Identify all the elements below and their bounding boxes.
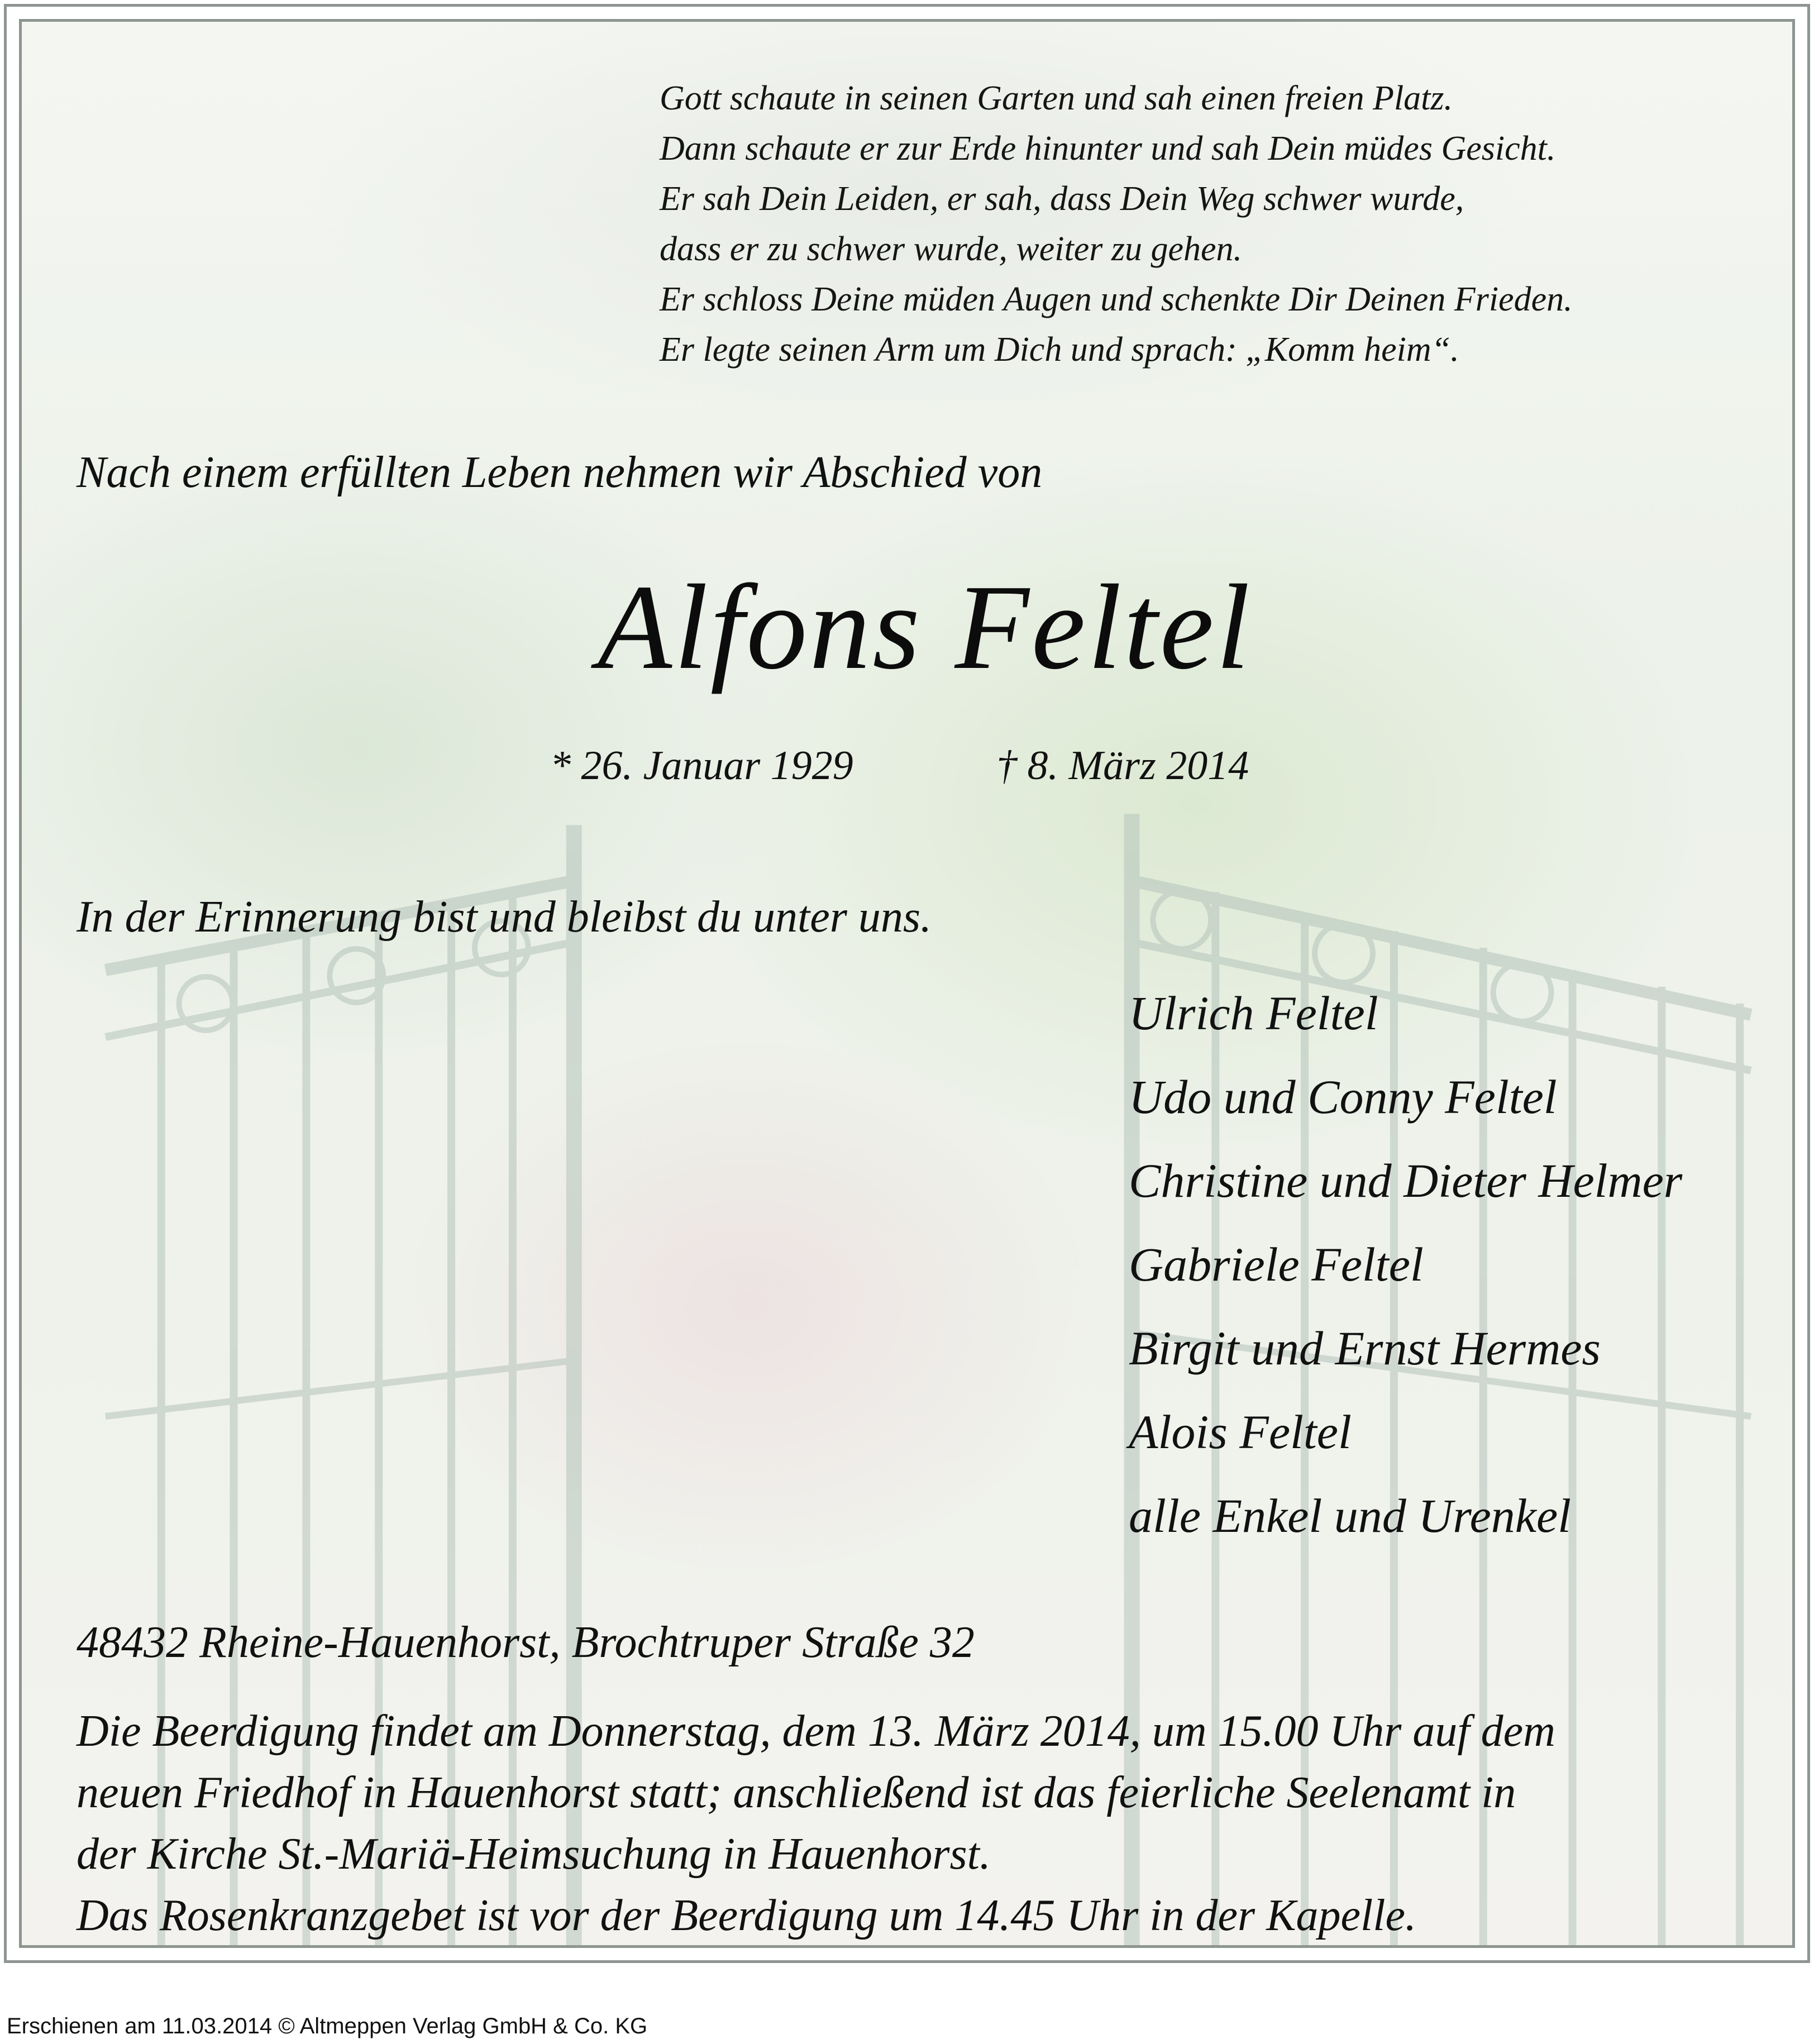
deceased-name: Alfons Feltel <box>597 560 1253 695</box>
publication-footer: Erschienen am 11.03.2014 © Altmeppen Verlag GmbH & Co. KG <box>7 2014 648 2038</box>
memory-line: In der Erinnerung bist und bleibst du unter uns. <box>77 892 932 942</box>
poem-line: Er schloss Deine müden Augen und schenkte Dir Deinen Frieden. <box>660 280 1573 318</box>
mourner-name: Ulrich Feltel <box>1129 986 1378 1040</box>
outer-frame <box>4 4 1810 1963</box>
notice-panel <box>19 19 1795 1948</box>
mourner-name: alle Enkel und Urenkel <box>1129 1489 1572 1542</box>
address-line: 48432 Rheine-Hauenhorst, Brochtruper Straße 32 <box>77 1618 975 1667</box>
mourner-name: Birgit und Ernst Hermes <box>1129 1321 1601 1375</box>
funeral-line: Die Beerdigung findet am Donnerstag, dem 13. März 2014, um 15.00 Uhr auf dem <box>77 1707 1555 1756</box>
poem-line: Gott schaute in seinen Garten und sah einen freien Platz. <box>660 79 1453 117</box>
funeral-line: Das Rosenkranzgebet ist vor der Beerdigung um 14.45 Uhr in der Kapelle. <box>77 1891 1416 1940</box>
funeral-details <box>77 1701 1555 1946</box>
death-date: † 8. März 2014 <box>996 743 1249 789</box>
poem-line: dass er zu schwer wurde, weiter zu gehen. <box>660 230 1243 268</box>
funeral-line: neuen Friedhof in Hauenhorst statt; anschließend ist das feierliche Seelenamt in <box>77 1768 1516 1817</box>
funeral-line: der Kirche St.-Mariä-Heimsuchung in Hauenhorst. <box>77 1830 991 1879</box>
birth-date: * 26. Januar 1929 <box>550 743 853 789</box>
mourners-list <box>1129 971 1682 1558</box>
mourner-name: Gabriele Feltel <box>1129 1238 1424 1291</box>
mourner-name: Christine und Dieter Helmer <box>1129 1154 1683 1207</box>
intro-line: Nach einem erfüllten Leben nehmen wir Abschied von <box>77 448 1043 497</box>
mourner-name: Alois Feltel <box>1129 1405 1352 1459</box>
poem-line: Dann schaute er zur Erde hinunter und sah Dein müdes Gesicht. <box>660 130 1556 168</box>
poem-line: Er sah Dein Leiden, er sah, dass Dein Weg schwer wurde, <box>660 180 1464 218</box>
poem <box>660 73 1573 375</box>
mourner-name: Udo und Conny Feltel <box>1129 1070 1557 1124</box>
poem-line: Er legte seinen Arm um Dich und sprach: „Komm heim“. <box>660 331 1459 369</box>
